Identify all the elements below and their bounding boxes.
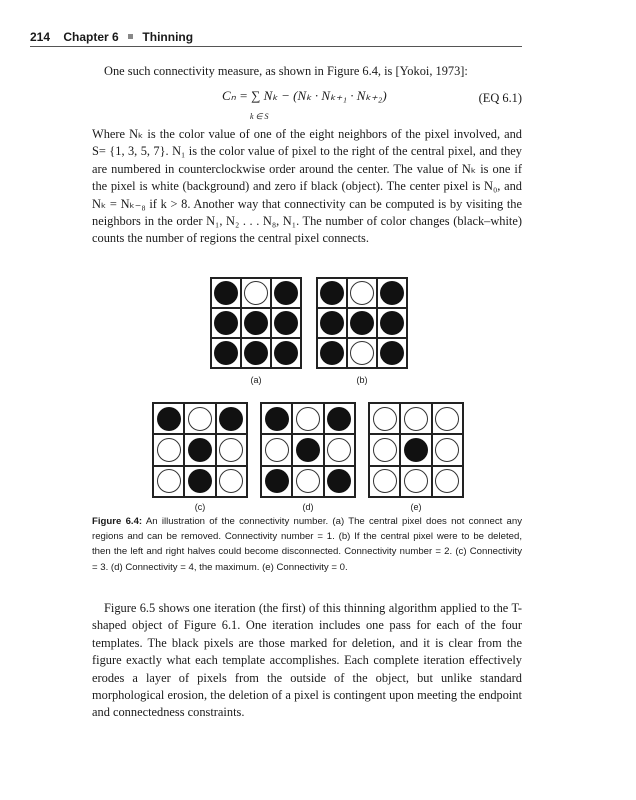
- equation-body: Cₙ = ∑ Nₖ − (Nₖ · Nₖ₊₁ · Nₖ₊₂): [222, 88, 387, 103]
- grid-cell: [271, 338, 301, 368]
- grid-cell: [292, 434, 323, 465]
- black-pixel-dot: [320, 281, 344, 305]
- black-pixel-dot: [214, 341, 238, 365]
- white-pixel-dot: [327, 438, 351, 462]
- black-pixel-dot: [274, 311, 298, 335]
- grid-cell: [347, 308, 377, 338]
- grid-cell: [369, 403, 400, 434]
- white-pixel-dot: [435, 407, 459, 431]
- grid-cell: [317, 278, 347, 308]
- panel-d-label: (d): [302, 502, 314, 512]
- black-pixel-dot: [188, 438, 212, 462]
- black-pixel-dot: [157, 407, 181, 431]
- black-pixel-dot: [350, 311, 374, 335]
- panel-a-label: (a): [250, 375, 262, 385]
- white-pixel-dot: [404, 469, 428, 493]
- grid-cell: [432, 403, 463, 434]
- grid-cell: [153, 466, 184, 497]
- grid-cell: [292, 403, 323, 434]
- where-paragraph: Where Nₖ is the color value of one of the eight neighbors of the pixel involved, and S= {1, 3, 5, 7}. N₁ is the color value of pixel to the right of the central pixel, and they are numbered in counterclockwise order around the center. The value of Nₖ is one if the pixel is white (background) and zero if black (object). The center pixel is N₀, and Nₖ = Nₖ₋₈ if k > 8. Another way that connectivity can be computed is by visiting the neighbors in the order N₁, N₂ . . . N₈, N₁. The number of color changes (black–white) counts the number of regions the central pixel connects.: [92, 127, 522, 246]
- panel-e-label: (e): [410, 502, 422, 512]
- grid-cell: [377, 338, 407, 368]
- grid-cell: [400, 434, 431, 465]
- black-pixel-dot: [244, 311, 268, 335]
- caption-text: An illustration of the connectivity number. (a) The central pixel does not connect any regions and can be removed. Connectivity number = 1. (b) If the central pixel were to be deleted, then the left and right halves could become disconnected. Connectivity number = 2. (c) Connectivity = 3. (d) Connectivity = 4, the maximum. (e) Connectivity = 0.: [92, 516, 523, 573]
- white-pixel-dot: [373, 438, 397, 462]
- grid-cell: [241, 308, 271, 338]
- grid-cell: [324, 434, 355, 465]
- grid-cell: [324, 403, 355, 434]
- equation-label: (EQ 6.1): [478, 91, 522, 105]
- grid-cell: [324, 466, 355, 497]
- grid-cell: [347, 338, 377, 368]
- white-pixel-dot: [265, 438, 289, 462]
- black-pixel-dot: [219, 407, 243, 431]
- closing-paragraph: Figure 6.5 shows one iteration (the first) of this thinning algorithm applied to the T-shaped object of Figure 6.1. One iteration includes one pass for each of the four templates. The black pixels are those marked for deletion, and it is clear from the figure exactly what each template accomplishes. Each complete iteration effectively erodes a layer of pixels from the outside of the object, but unlike standard morphological erosion, the deletion of a pixel is contingent upon meeting the endpoint and connectedness constraints.: [92, 601, 522, 720]
- grid-cell: [271, 308, 301, 338]
- grid-cell: [261, 403, 292, 434]
- grid-cell: [317, 308, 347, 338]
- grid-cell: [216, 434, 247, 465]
- white-pixel-dot: [404, 407, 428, 431]
- black-pixel-dot: [380, 311, 404, 335]
- white-pixel-dot: [435, 469, 459, 493]
- caption-label: Figure 6.4:: [92, 516, 143, 527]
- grid-cell: [184, 434, 215, 465]
- grid-cell: [211, 278, 241, 308]
- panel-a: [210, 277, 302, 369]
- grid-cell: [261, 434, 292, 465]
- grid-cell: [432, 434, 463, 465]
- black-pixel-dot: [380, 341, 404, 365]
- figure-caption: [92, 514, 522, 575]
- intro-paragraph: One such connectivity measure, as shown in Figure 6.4, is [Yokoi, 1973]:: [104, 64, 468, 78]
- black-pixel-dot: [320, 341, 344, 365]
- grid-cell: [377, 278, 407, 308]
- white-pixel-dot: [219, 438, 243, 462]
- white-pixel-dot: [157, 469, 181, 493]
- white-pixel-dot: [296, 407, 320, 431]
- black-pixel-dot: [274, 281, 298, 305]
- white-pixel-dot: [296, 469, 320, 493]
- white-pixel-dot: [373, 469, 397, 493]
- grid-cell: [153, 403, 184, 434]
- panel-e: [368, 402, 464, 498]
- grid-cell: [400, 466, 431, 497]
- black-pixel-dot: [188, 469, 212, 493]
- grid-cell: [271, 278, 301, 308]
- panel-b-label: (b): [356, 375, 368, 385]
- white-pixel-dot: [219, 469, 243, 493]
- grid-cell: [292, 466, 323, 497]
- panel-d: [260, 402, 356, 498]
- black-pixel-dot: [404, 438, 428, 462]
- white-pixel-dot: [435, 438, 459, 462]
- grid-cell: [153, 434, 184, 465]
- panel-b: [316, 277, 408, 369]
- panel-c-label: (c): [194, 502, 206, 512]
- black-pixel-dot: [214, 311, 238, 335]
- white-pixel-dot: [188, 407, 212, 431]
- grid-cell: [400, 403, 431, 434]
- grid-cell: [261, 466, 292, 497]
- black-pixel-dot: [265, 469, 289, 493]
- black-pixel-dot: [327, 407, 351, 431]
- black-pixel-dot: [214, 281, 238, 305]
- grid-cell: [241, 278, 271, 308]
- white-pixel-dot: [350, 341, 374, 365]
- grid-cell: [184, 466, 215, 497]
- white-pixel-dot: [244, 281, 268, 305]
- equation-sum-index: k ∈ S: [250, 112, 269, 121]
- grid-cell: [211, 308, 241, 338]
- white-pixel-dot: [350, 281, 374, 305]
- grid-cell: [317, 338, 347, 368]
- chapter-title: Chapter 6: [63, 30, 119, 44]
- black-pixel-dot: [380, 281, 404, 305]
- panel-c: [152, 402, 248, 498]
- grid-cell: [369, 466, 400, 497]
- black-pixel-dot: [320, 311, 344, 335]
- grid-cell: [184, 403, 215, 434]
- grid-cell: [377, 308, 407, 338]
- running-head: [30, 30, 522, 47]
- black-pixel-dot: [296, 438, 320, 462]
- black-pixel-dot: [274, 341, 298, 365]
- black-pixel-dot: [265, 407, 289, 431]
- black-pixel-dot: [244, 341, 268, 365]
- page-number: 214: [30, 30, 51, 44]
- grid-cell: [347, 278, 377, 308]
- grid-cell: [211, 338, 241, 368]
- grid-cell: [216, 403, 247, 434]
- equation-6-1: [92, 88, 522, 122]
- white-pixel-dot: [157, 438, 181, 462]
- grid-cell: [369, 434, 400, 465]
- grid-cell: [432, 466, 463, 497]
- separator-bullet: [128, 34, 133, 39]
- grid-cell: [241, 338, 271, 368]
- white-pixel-dot: [373, 407, 397, 431]
- grid-cell: [216, 466, 247, 497]
- section-title: Thinning: [142, 30, 194, 44]
- black-pixel-dot: [327, 469, 351, 493]
